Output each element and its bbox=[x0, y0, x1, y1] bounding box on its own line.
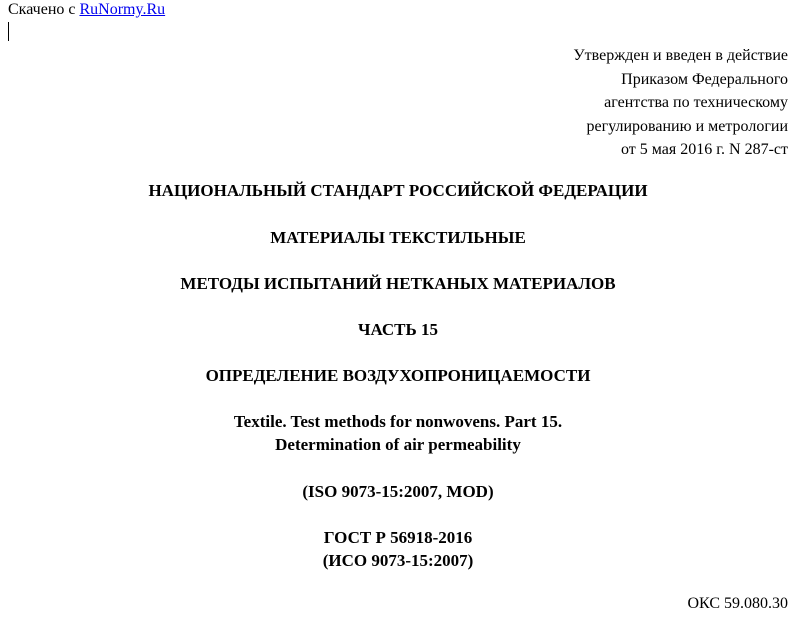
iso-reference: (ISO 9073-15:2007, MOD) bbox=[302, 482, 494, 501]
iso-number-ru: (ИСО 9073-15:2007) bbox=[322, 551, 474, 570]
title-methods: МЕТОДЫ ИСПЫТАНИЙ НЕТКАНЫХ МАТЕРИАЛОВ bbox=[180, 274, 616, 293]
gost-number: ГОСТ Р 56918-2016 bbox=[323, 528, 473, 547]
title-air-permeability: ОПРЕДЕЛЕНИЕ ВОЗДУХОПРОНИЦАЕМОСТИ bbox=[205, 366, 591, 385]
english-title-line-1: Textile. Test methods for nonwovens. Part 15. bbox=[233, 412, 563, 431]
title-materials: МАТЕРИАЛЫ ТЕКСТИЛЬНЫЕ bbox=[270, 228, 526, 247]
okc-code: ОКС 59.080.30 bbox=[687, 595, 788, 612]
source-line bbox=[8, 0, 165, 20]
standard-heading: НАЦИОНАЛЬНЫЙ СТАНДАРТ РОССИЙСКОЙ ФЕДЕРАЦИИ bbox=[148, 181, 648, 200]
part-number: ЧАСТЬ 15 bbox=[357, 320, 438, 339]
approval-line: агентства по техническому bbox=[604, 94, 788, 111]
text-cursor bbox=[8, 22, 9, 41]
approval-line: Утвержден и введен в действие bbox=[573, 47, 788, 64]
approval-block bbox=[573, 44, 788, 162]
approval-line: Приказом Федерального bbox=[621, 70, 788, 88]
source-prefix: Скачено с bbox=[8, 1, 80, 18]
approval-line: от 5 мая 2016 г. N 287-ст bbox=[621, 141, 788, 158]
english-title-line-2: Determination of air permeability bbox=[275, 435, 521, 454]
approval-line: регулированию и метрологии bbox=[586, 117, 788, 135]
source-link[interactable]: RuNormy.Ru bbox=[79, 1, 166, 18]
